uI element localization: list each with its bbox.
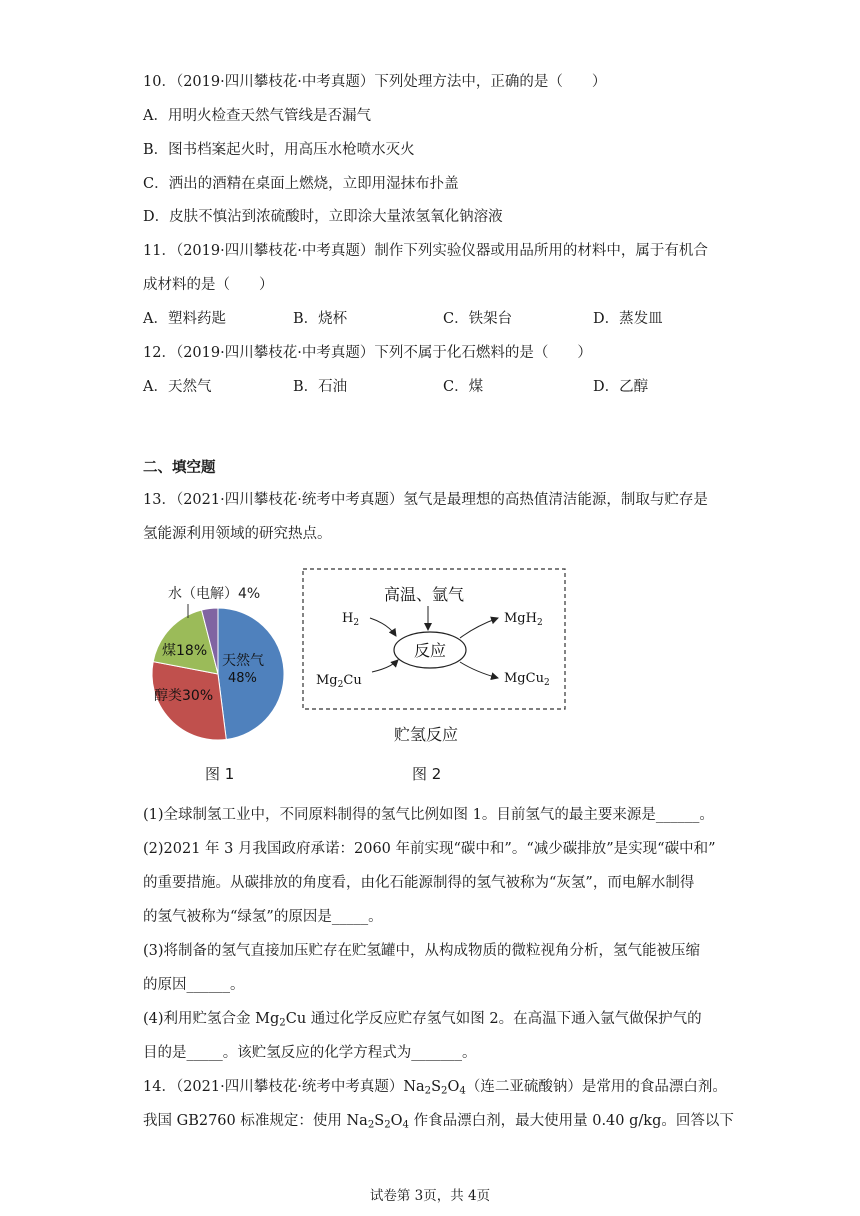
q13-stem-line1: 13．（2021·四川攀枝花·统考中考真题）氢气是最理想的高热值清洁能源，制取与贮存是	[143, 492, 708, 508]
q11-option-b: B．烧杯	[293, 311, 348, 327]
mgcu2-arrow	[460, 662, 498, 678]
pie-label-gas-pct: 48%	[228, 671, 257, 686]
q11-stem-line2: 成材料的是（ ）	[143, 277, 274, 293]
q13-part1: (1)全球制氢工业中，不同原料制得的氢气比例如图 1。目前氢气的最主要来源是______。	[143, 807, 714, 823]
q11-option-a: A．塑料药匙	[143, 311, 226, 327]
figure2-caption: 图 2	[412, 765, 442, 783]
product-mgcu2: MgCu$_2$	[504, 671, 550, 688]
q10-option-c: C．洒出的酒精在桌面上燃烧，立即用湿抹布扑盖	[143, 176, 459, 192]
product-mgh2: MgH$_2$	[504, 611, 543, 628]
q13-part4-line1: (4)利用贮氢合金 $Mg_2Cu$ 通过化学反应贮存氢气如图 2。在高温下通入氩气做保护气的	[143, 1011, 702, 1029]
reactant-h2: $H_2$	[342, 611, 360, 628]
q12-stem: 12．（2019·四川攀枝花·中考真题）下列不属于化石燃料的是（ ）	[143, 345, 592, 361]
q13-part4-line2: 目的是_____。该贮氢反应的化学方程式为_______。	[143, 1045, 477, 1061]
mg2cu-arrow	[372, 660, 398, 672]
q14-line1: 14．（2021·四川攀枝花·统考中考真题）$Na_2S_2O_4$（连二亚硫酸钠）是常用的食品漂白剂。	[143, 1079, 727, 1097]
reactant-mg2cu: $Mg_2Cu$	[316, 673, 362, 690]
reaction-center-label: 反应	[414, 641, 447, 660]
q13-part3-line2: 的原因______。	[143, 977, 245, 993]
figure1-caption: 图 1	[205, 765, 235, 783]
q13-stem-line2: 氢能源利用领域的研究热点。	[143, 526, 332, 542]
q13-part2-line2: 的重要措施。从碳排放的角度看，由化石能源制得的氢气被称为“灰氢”，而电解水制得	[143, 875, 695, 891]
q13-part3-line1: (3)将制备的氢气直接加压贮存在贮氢罐中，从构成物质的微粒视角分析，氢气能被压缩	[143, 943, 701, 959]
section-title: 二、填空题	[143, 460, 216, 476]
pie-label-coal: 煤18%	[162, 643, 208, 659]
q13-part2-line1: (2)2021 年 3 月我国政府承诺：2060 年前实现“碳中和”。“减少碳排放”是实现“碳中和”	[143, 841, 716, 857]
q12-option-d: D．乙醇	[593, 379, 649, 395]
mgh2-arrow	[460, 618, 498, 638]
q12-option-c: C．煤	[443, 379, 484, 395]
q14-line2: 我国 GB2760 标准规定：使用 $Na_2S_2O_4$ 作食品漂白剂，最大使用量 0.40 g/kg。回答以下	[143, 1113, 734, 1131]
page-footer: 试卷第 3页，共 4页	[369, 1188, 491, 1204]
q12-option-b: B．石油	[293, 379, 348, 395]
pie-label-water: 水（电解）4%	[168, 586, 261, 602]
figure2-reaction-diagram	[300, 566, 570, 716]
q10-option-d: D．皮肤不慎沾到浓硫酸时，立即涂大量浓氢氧化钠溶液	[143, 209, 503, 225]
pie-label-gas: 天然气	[222, 653, 264, 669]
q10-option-b: B．图书档案起火时，用高压水枪喷水灭火	[143, 142, 415, 158]
reaction-condition: 高温、氩气	[384, 585, 465, 604]
figure1-pie-chart	[140, 578, 300, 748]
q11-option-d: D．蒸发皿	[593, 311, 663, 327]
q12-option-a: A．天然气	[143, 379, 212, 395]
figure2-title: 贮氢反应	[394, 725, 459, 744]
q11-stem-line1: 11．（2019·四川攀枝花·中考真题）制作下列实验仪器或用品所用的材料中，属于有机合	[143, 243, 708, 259]
q11-option-c: C．铁架台	[443, 311, 513, 327]
q13-part2-line3: 的氢气被称为“绿氢”的原因是_____。	[143, 909, 383, 925]
q10-option-a: A．用明火检查天然气管线是否漏气	[143, 108, 371, 124]
pie-label-alcohol: 醇类30%	[154, 688, 214, 704]
h2-arrow	[370, 618, 396, 636]
q10-stem: 10．（2019·四川攀枝花·中考真题）下列处理方法中，正确的是（ ）	[143, 74, 607, 90]
